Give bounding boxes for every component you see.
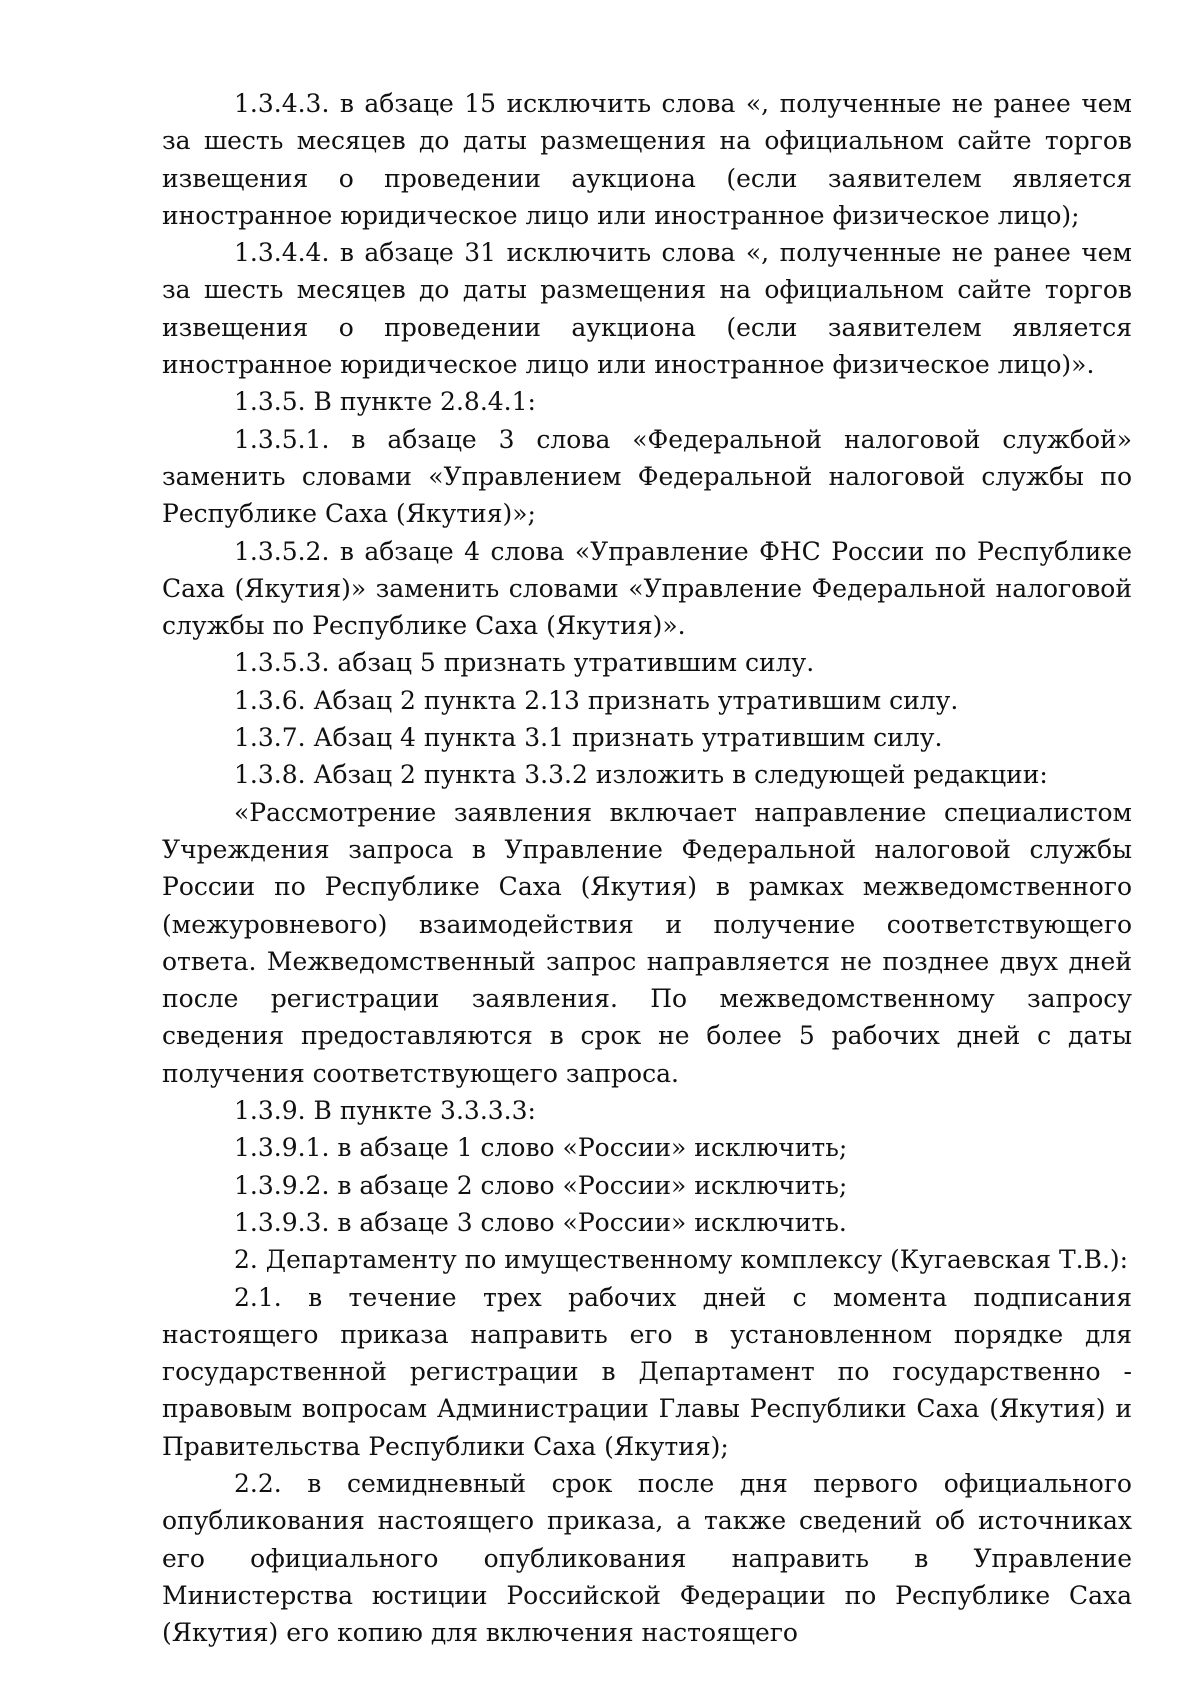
paragraph-1-3-8: 1.3.8. Абзац 2 пункта 3.3.2 изложить в следующей редакции: [234,760,1048,790]
paragraph-1-3-5: 1.3.5. В пункте 2.8.4.1: [234,387,536,417]
paragraph-1-3-4-4: 1.3.4.4. в абзаце 31 исключить слова «, полученные не ранее чем за шесть месяцев до даты размещения на официальном сайте торгов извещения о проведении аукциона (если заявителем является иностранное юридическое лицо или иностранное физическое лицо)». [162,238,1132,380]
paragraph-1-3-9-3: 1.3.9.3. в абзаце 3 слово «России» исключить. [234,1207,847,1237]
paragraph-1-3-7: 1.3.7. Абзац 4 пункта 3.1 признать утратившим силу. [234,723,943,753]
paragraph-2-2: 2.2. в семидневный срок после дня первого официального опубликования настоящего приказа, а также сведений об источниках его официального опубликования направить в Управление Министерства юстиции Российской Федерации по Республике Саха (Якутия) его копию для включения настоящего [162,1468,1132,1648]
paragraph-1-3-9-1: 1.3.9.1. в абзаце 1 слово «России» исключить; [234,1133,848,1163]
paragraph-1-3-9-2: 1.3.9.2. в абзаце 2 слово «России» исключить; [234,1170,848,1200]
paragraph-quoted-text: «Рассмотрение заявления включает направление специалистом Учреждения запроса в Управление Федеральной налоговой службы России по Республике Саха (Якутия) в рамках межведомственного (межуровневого) взаимодействия и получение соответствующего ответа. Межведомственный запрос направляется не позднее двух дней после регистрации заявления. По межведомственному запросу сведения предоставляются в срок не более 5 рабочих дней с даты получения соответствующего запроса. [162,797,1132,1088]
paragraph-2: 2. Департаменту по имущественному комплексу (Кугаевская Т.В.): [234,1245,1129,1275]
paragraph-2-1: 2.1. в течение трех рабочих дней с момента подписания настоящего приказа направить его в установленном порядке для государственной регистрации в Департамент по государственно - правовым вопросам Администрации Главы Республики Саха (Якутия) и Правительства Республики Саха (Якутия); [162,1282,1132,1461]
paragraph-1-3-6: 1.3.6. Абзац 2 пункта 2.13 признать утратившим силу. [234,685,959,715]
paragraph-1-3-4-3: 1.3.4.3. в абзаце 15 исключить слова «, полученные не ранее чем за шесть месяцев до даты размещения на официальном сайте торгов извещения о проведении аукциона (если заявителем является иностранное юридическое лицо или иностранное физическое лицо); [162,89,1132,230]
paragraph-1-3-5-2: 1.3.5.2. в абзаце 4 слова «Управление ФНС России по Республике Саха (Якутия)» заменить словами «Управление Федеральной налоговой службы по Республике Саха (Якутия)». [162,536,1132,641]
paragraph-1-3-9: 1.3.9. В пункте 3.3.3.3: [234,1096,536,1126]
paragraph-1-3-5-1: 1.3.5.1. в абзаце 3 слова «Федеральной налоговой службой» заменить словами «Управлением Федеральной налоговой службы по Республике Саха (Якутия)»; [162,424,1132,529]
document-body [162,85,1132,1651]
paragraph-1-3-5-3: 1.3.5.3. абзац 5 признать утратившим силу. [234,648,815,678]
